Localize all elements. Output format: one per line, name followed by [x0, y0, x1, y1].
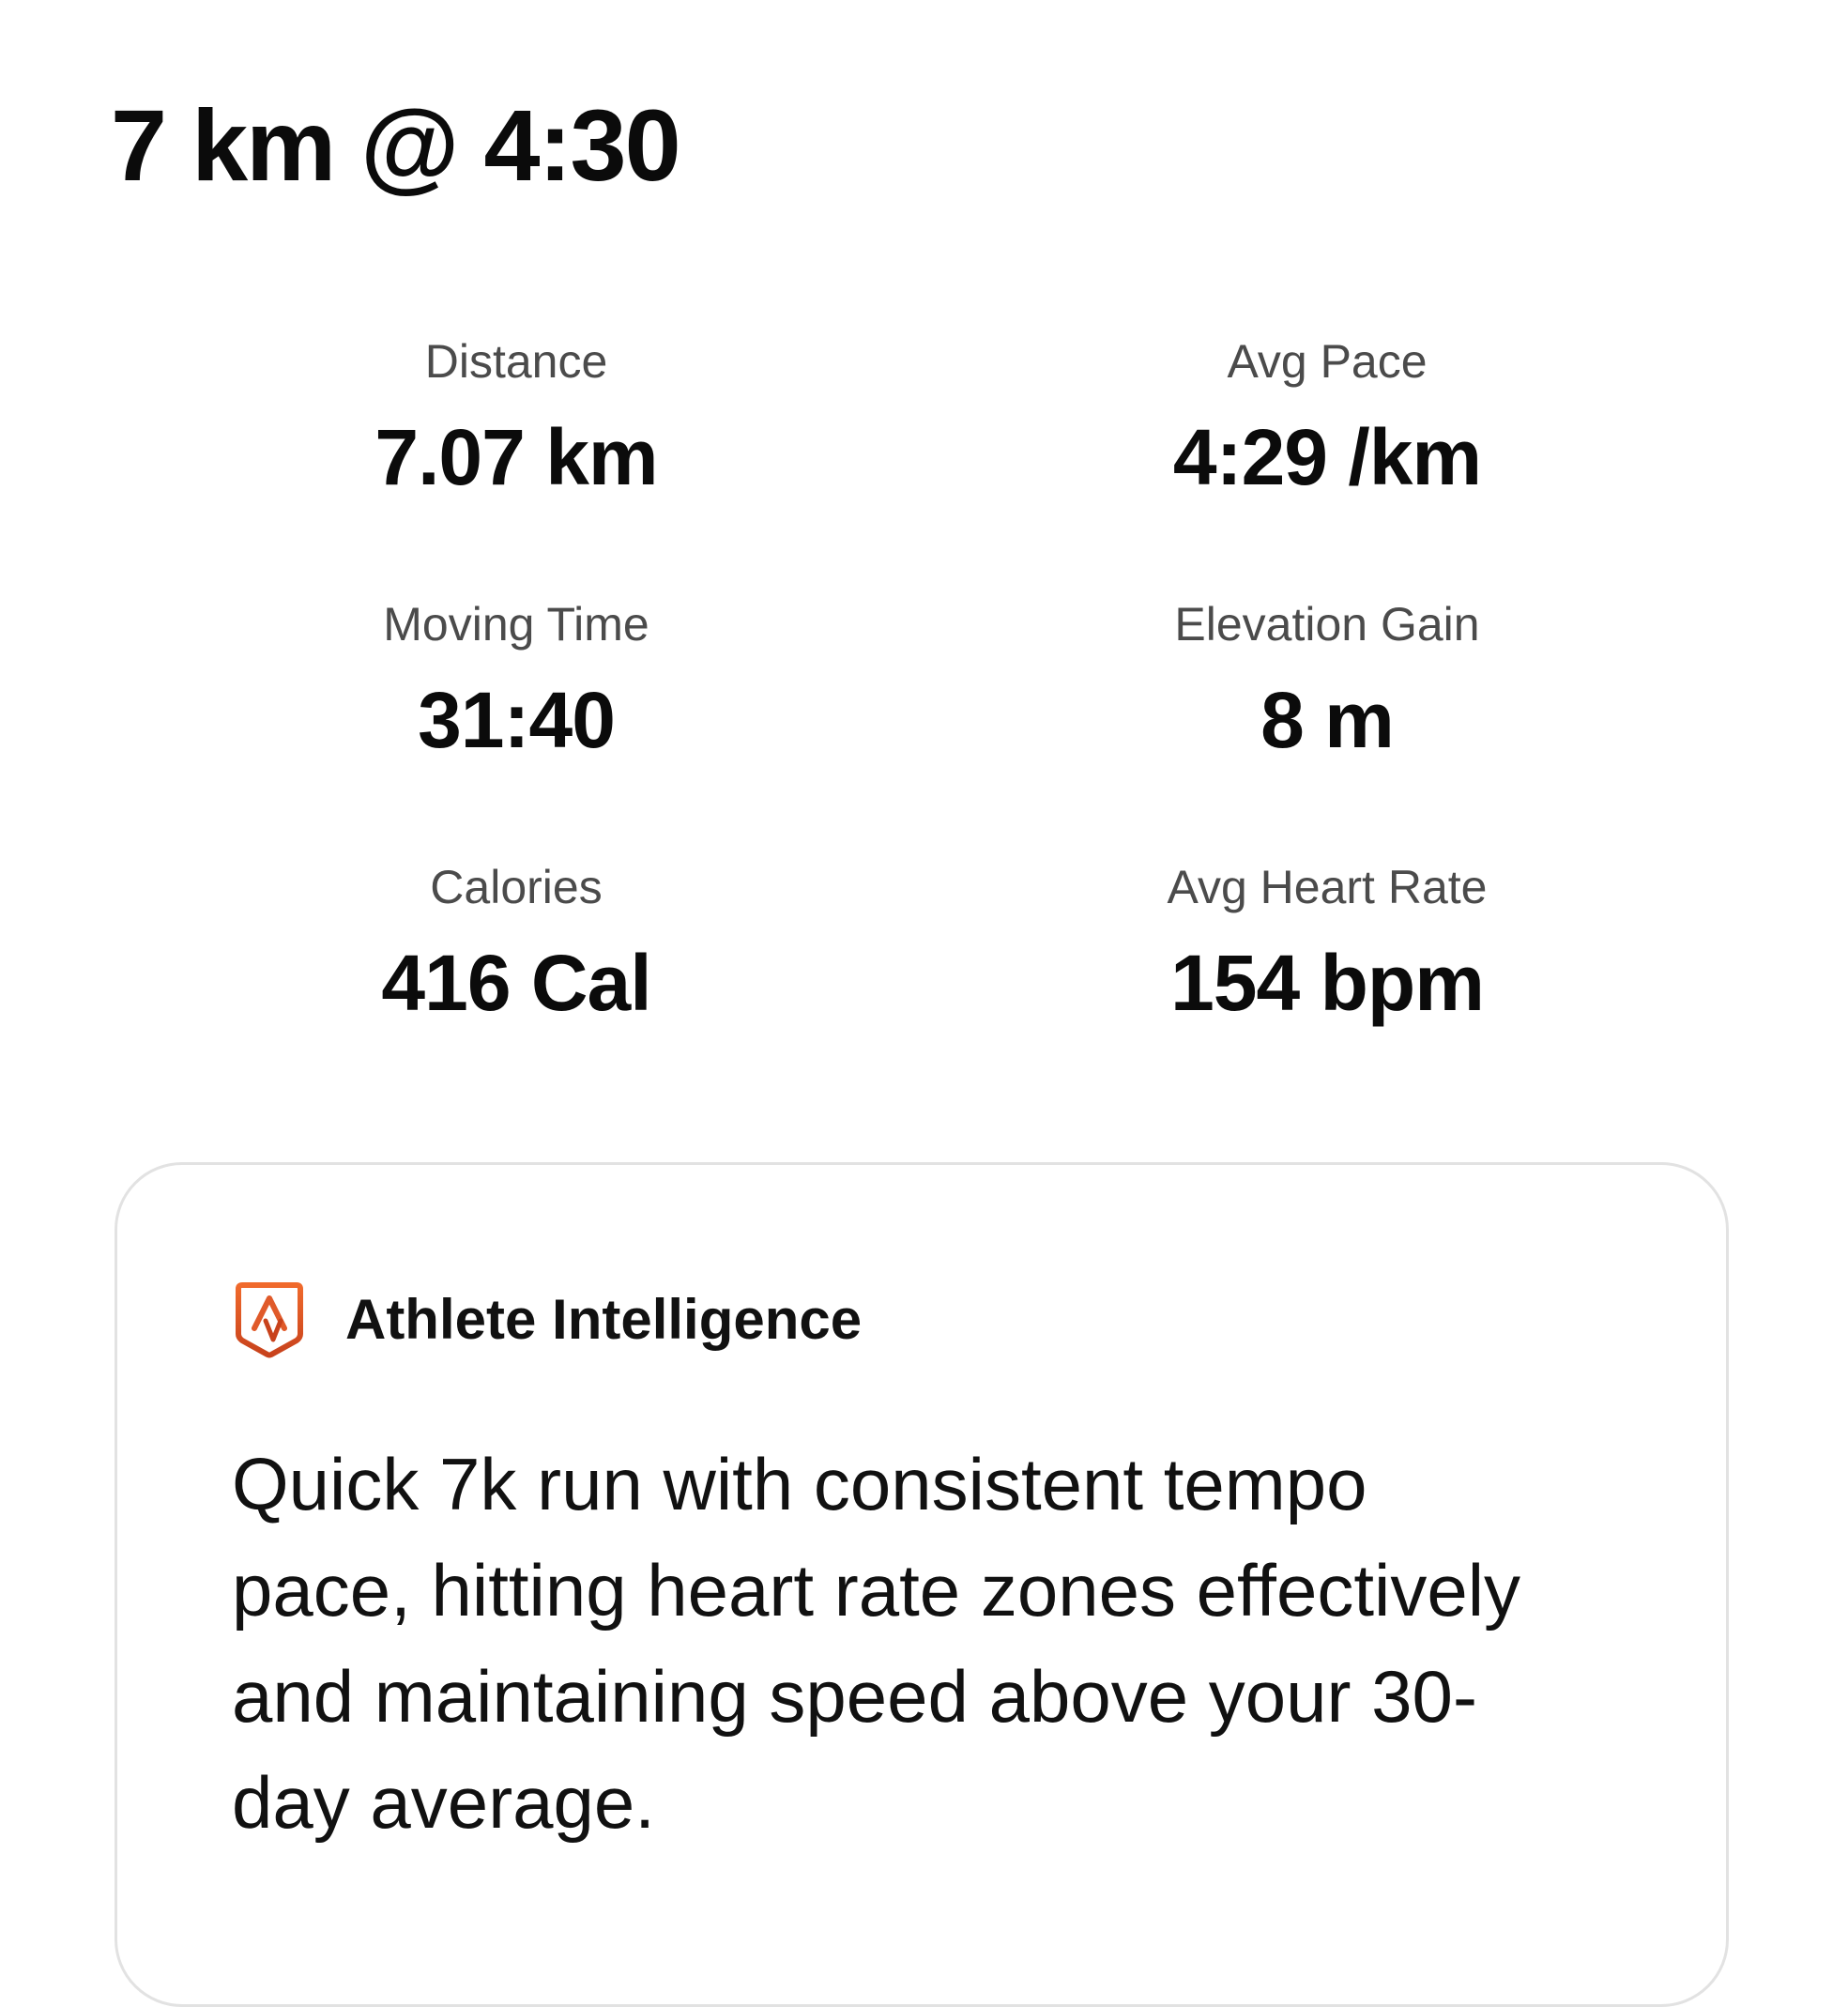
card-header: [235, 1281, 862, 1358]
stat-label: Avg Heart Rate: [1167, 861, 1488, 913]
stat-label: Avg Pace: [1227, 335, 1428, 388]
athlete-intelligence-icon: [235, 1281, 304, 1358]
stat-calories: [188, 859, 845, 1031]
stat-elevation-gain: [999, 596, 1656, 768]
stat-label: Elevation Gain: [1174, 598, 1480, 651]
stat-label: Distance: [424, 335, 608, 388]
stat-avg-heart-rate: [999, 859, 1656, 1031]
stat-label: Moving Time: [383, 598, 649, 651]
athlete-intelligence-card[interactable]: [115, 1162, 1729, 2007]
stat-moving-time: [188, 596, 845, 768]
activity-title: 7 km @ 4:30: [111, 88, 680, 202]
stat-value: 31:40: [418, 676, 615, 764]
stat-value: 416 Cal: [381, 939, 651, 1027]
stat-value: 154 bpm: [1170, 939, 1484, 1027]
athlete-intelligence-summary: Quick 7k run with consistent tempo pace, hitting heart rate zones effectively and maintaining speed above your 30-day average.: [232, 1443, 1521, 1845]
stat-label: Calories: [430, 861, 603, 913]
stat-distance: [188, 333, 845, 505]
stat-value: 8 m: [1260, 676, 1394, 764]
stat-value: 4:29 /km: [1172, 413, 1482, 501]
card-title: Athlete Intelligence: [345, 1288, 863, 1351]
stat-avg-pace: [999, 333, 1656, 505]
stat-value: 7.07 km: [374, 413, 658, 501]
